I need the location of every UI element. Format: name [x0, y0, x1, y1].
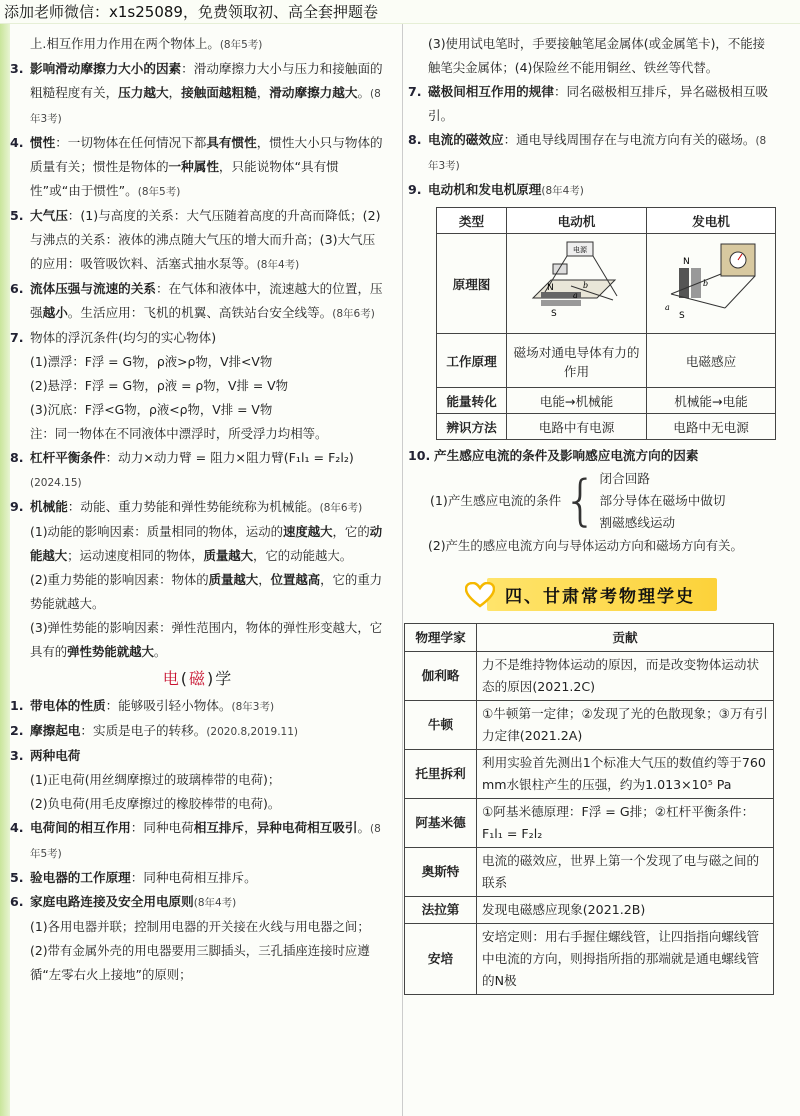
- column-divider: [402, 24, 403, 1116]
- item-9: 9. 机械能：动能、重力势能和弹性势能统称为机械能。(8年6考): [10, 499, 363, 514]
- item-5: 5. 大气压：(1)与高度的关系：大气压随着高度的升高而降低；(2)与沸点的关系：液体的沸点随大气压的增大而升高；(3)大气压的应用：吸管吸饮料、活塞式抽水泵等。(8年4考): [10, 208, 381, 271]
- motor-generator-table: [436, 207, 776, 440]
- motor-label-b: b: [582, 281, 588, 290]
- table-row: 奥斯特 电流的磁效应，世界上第一个发现了电与磁之间的联系: [405, 848, 774, 897]
- section-physics-history: [408, 578, 774, 611]
- motor-label-S: S: [550, 309, 557, 319]
- gravity-potential: (2)重力势能的影响因素：物体的质量越大，位置越高，它的重力势能就越大。: [30, 572, 383, 611]
- motor-label-N: N: [546, 283, 554, 293]
- table-header-motor: 电动机: [507, 208, 647, 234]
- e-item-3: 3. 两种电荷: [10, 748, 81, 763]
- motor-diagram-icon: [517, 238, 637, 326]
- gen-label-a: a: [665, 303, 670, 312]
- condition-cut-field-2: 割磁感线运动: [599, 515, 676, 530]
- page-spine: [0, 0, 10, 1116]
- table-row: 牛顿 ①牛顿第一定律；②发现了光的色散现象；③万有引力定律(2021.2A): [405, 701, 774, 750]
- e-item-2: 2. 摩擦起电：实质是电子的转移。(2020.8,2019.11): [10, 723, 299, 738]
- motor-diagram: [507, 234, 647, 334]
- kinetic-energy: (1)动能的影响因素：质量相同的物体，运动的速度越大，它的动能越大；运动速度相同的物体，质量越大，它的动能越大。: [30, 524, 383, 563]
- right-column: [408, 32, 774, 995]
- float-condition-1: (1)漂浮：F浮 = G物，ρ液>ρ物，V排<V物: [30, 354, 273, 369]
- condition-cut-field: 部分导体在磁场中做切: [599, 493, 726, 508]
- motor-energy: 电能→机械能: [507, 388, 647, 414]
- phy-header-contribution: 贡献: [477, 624, 774, 652]
- brace-icon: {: [563, 469, 598, 532]
- table-row: 安培 安培定则：用右手握住螺线管，让四指指向螺线管中电流的方向，则拇指所指的那端就是通电螺线管的N极: [405, 924, 774, 995]
- gen-label-b: b: [703, 279, 709, 288]
- e-item-5: 5. 验电器的工作原理：同种电荷相互排斥。: [10, 870, 257, 885]
- section-physics-history-title: 四、甘肃常考物理学史: [487, 578, 717, 611]
- top-banner: 添加老师微信：x1s25089，免费领取初、高全套押题卷: [0, 0, 800, 24]
- table-row: 法拉第 发现电磁感应现象(2021.2B): [405, 897, 774, 924]
- item-7: 7. 物体的浮沉条件(均匀的实心物体): [10, 330, 217, 345]
- negative-charge: (2)负电荷(用毛皮摩擦过的橡胶棒带的电荷)。: [30, 796, 281, 811]
- motor-principle: 磁场对通电导体有力的作用: [507, 334, 647, 388]
- phy-header-name: 物理学家: [405, 624, 477, 652]
- table-header-type: 类型: [437, 208, 507, 234]
- induction-direction: (2)产生的感应电流方向与导体运动方向和磁场方向有关。: [428, 538, 743, 553]
- float-condition-3: (3)沉底：F浮<G物，ρ液<ρ物，V排 = V物: [30, 402, 273, 417]
- item-4: 4. 惯性：一切物体在任何情况下都具有惯性，惯性大小只与物体的质量有关；惯性是物体的一种属性，只能说物体“具有惯性”或“由于惯性”。(8年5考): [10, 135, 383, 198]
- generator-diagram: [647, 234, 776, 334]
- float-condition-2: (2)悬浮：F浮 = G物，ρ液 = ρ物，V排 = V物: [30, 378, 289, 393]
- r-item-7: 7. 磁极间相互作用的规律：同名磁极相互排斥，异名磁极相互吸引。: [408, 84, 769, 123]
- page: [10, 24, 800, 1116]
- row-energy-label: 能量转化: [437, 388, 507, 414]
- float-note: 注：同一物体在不同液体中漂浮时，所受浮力均相等。: [30, 426, 328, 441]
- table-row: 托里拆利 利用实验首先测出1个标准大气压的数值约等于760 mm水银柱产生的压强，约为1.013×10⁵ Pa: [405, 750, 774, 799]
- r-item-8: 8. 电流的磁效应：通电导线周围存在与电流方向有关的磁场。(8年3考): [408, 132, 767, 172]
- gen-energy: 机械能→电能: [647, 388, 776, 414]
- power-source-label: 电源: [572, 246, 587, 254]
- gen-principle: 电磁感应: [647, 334, 776, 388]
- table-header-generator: 发电机: [647, 208, 776, 234]
- motor-label-a: a: [572, 291, 578, 300]
- item-3: 3. 影响滑动摩擦力大小的因素：滑动摩擦力大小与压力和接触面的粗糙程度有关，压力越大，接触面越粗糙，滑动摩擦力越大。(8年3考): [10, 61, 383, 125]
- gen-identify: 电路中无电源: [647, 414, 776, 440]
- positive-charge: (1)正电荷(用丝绸摩擦过的玻璃棒带的电荷)；: [30, 772, 281, 787]
- r-item-10: 10. 产生感应电流的条件及影响感应电流方向的因素: [408, 448, 699, 463]
- section-electricity-title: 电(磁)学: [162, 669, 234, 688]
- motor-identify: 电路中有电源: [507, 414, 647, 440]
- household-circuit-rules: (1)各用电器并联；控制用电器的开关接在火线与用电器之间；(2)带有金属外壳的用电器要用三脚插头，三孔插座连接时应遵循“左零右火上接地”的原则；: [30, 919, 370, 982]
- row-principle-label: 工作原理: [437, 334, 507, 388]
- elastic-potential: (3)弹性势能的影响因素：弹性范围内，物体的弹性形变越大，它具有的弹性势能就越大。: [30, 620, 383, 659]
- r-item-9: 9. 电动机和发电机原理(8年4考): [408, 182, 584, 197]
- induction-conditions: (1)产生感应电流的条件 { 闭合回路 部分导体在磁场中做切 割磁感线运动: [430, 469, 726, 532]
- tester-pen-rule: (3)使用试电笔时，手要接触笔尾金属体(或金属笔卡)，不能接触笔尖金属体；(4)保险丝不能用铜丝、铁丝等代替。: [428, 36, 765, 75]
- heart-icon: [465, 582, 495, 608]
- e-item-6: 6. 家庭电路连接及安全用电原则(8年4考): [10, 894, 237, 909]
- table-row: 伽利略 力不是维持物体运动的原因，而是改变物体运动状态的原因(2021.2C): [405, 652, 774, 701]
- item-6: 6. 流体压强与流速的关系：在气体和液体中，流速越大的位置，压强越小。生活应用：飞机的机翼、高铁站台安全线等。(8年6考): [10, 281, 383, 320]
- row-identify-label: 辨识方法: [437, 414, 507, 440]
- e-item-1: 1. 带电体的性质：能够吸引轻小物体。(8年3考): [10, 698, 275, 713]
- physicists-table: [404, 623, 774, 995]
- generator-diagram-icon: [651, 238, 771, 326]
- table-row: 阿基米德 ①阿基米德原理：F浮 = G排；②杠杆平衡条件：F₁l₁ = F₂l₂: [405, 799, 774, 848]
- e-item-4: 4. 电荷间的相互作用：同种电荷相互排斥，异种电荷相互吸引。(8年5考): [10, 820, 381, 860]
- item-8: 8. 杠杆平衡条件：动力×动力臂 = 阻力×阻力臂(F₁l₁ = F₂l₂)(2024.15): [10, 450, 354, 489]
- condition-closed-loop: 闭合回路: [599, 471, 650, 486]
- gen-label-S: S: [679, 311, 685, 321]
- gen-label-N: N: [683, 257, 690, 267]
- left-column: [10, 32, 396, 987]
- row-diagram-label: 原理图: [437, 234, 507, 334]
- item-2-tail: 上.相互作用力作用在两个物体上。(8年5考): [30, 36, 263, 51]
